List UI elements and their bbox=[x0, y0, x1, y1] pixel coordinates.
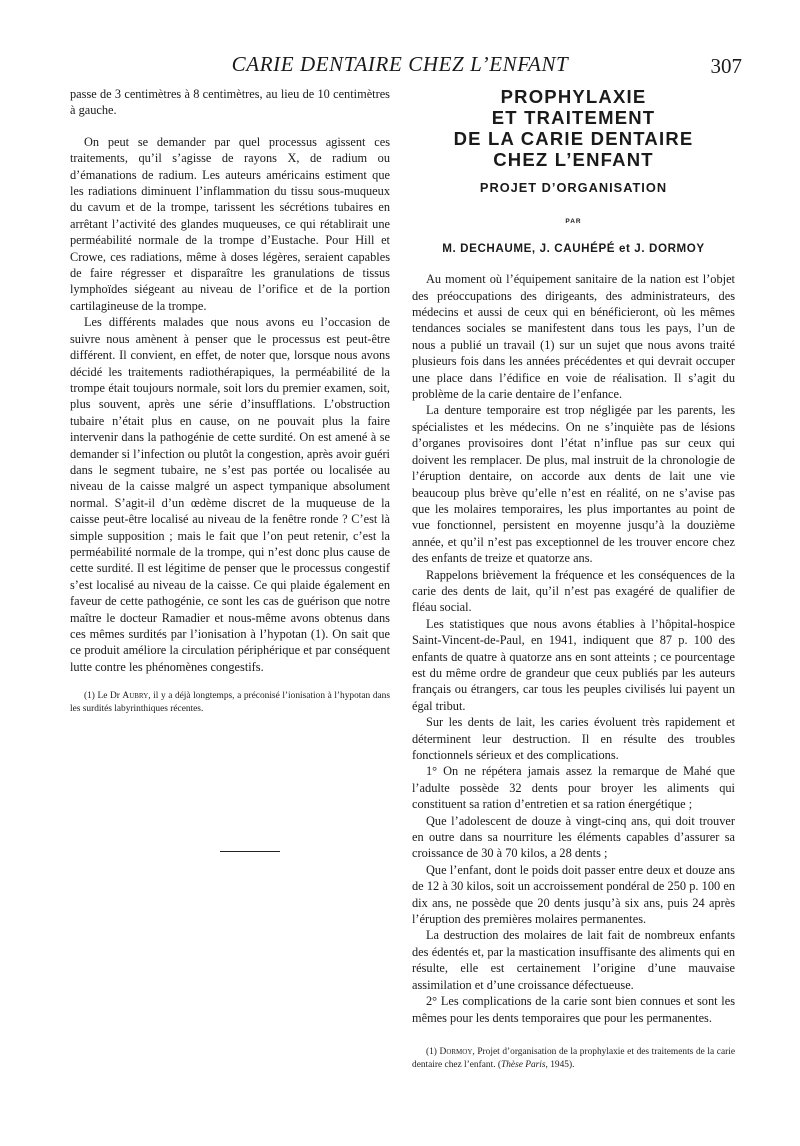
article-footnote-name: Dormoy bbox=[439, 1046, 473, 1057]
end-rule bbox=[220, 851, 280, 852]
article-paragraph-4: Les statistiques que nous avons établies à l’hôpital-hospice Saint-Vincent-de-Paul, en 1941, indiquent que 87 p. 100 des enfants de quatre à quatorze ans en sont atteints ; ce pourcentage est du même ordre de grandeur que ceux publiés par les auteurs français ou étrangers, car tous les peuples civilisés lui payent un égal tribut. bbox=[412, 616, 735, 713]
left-paragraph-3: Les différents malades que nous avons eu l’occasion de suivre nous amènent à penser que le processus est peut-être différent. Il convient, en effet, de noter que, lorsque nous avons décidé les traitements radiothérapiques, la perméabilité de la trompe était toujours normale, soit lors du premier examen, soit, plus souvent, après une série d’insufflations. L’obstruction tubaire n’était plus en cause, on ne pouvait plus la faire intervenir dans la pathogénie de cette surdité. On est amené à se demander si l’infection ou plutôt la congestion, après avoir guéri dans le segment tubaire, ne s’est pas portée ou localisée au niveau de la caisse malgré un aspect tympanique absolument normal. S’agit-il d’un œdème discret de la muqueuse de la caisse peut-être localisé au niveau de la fenêtre ronde ? C’est là simple supposition ; mais le fait que l’on peut retenir, c’est la perméabilité normale de la trompe, qui n’est donc plus cause de cette surdité. Il est légitime de penser que le processus congestif s’est localisé au niveau de la caisse. Ce qui plaide également en faveur de cette pathogénie, ce sont les cas de guérison que notre maître le docteur Ramadier et nous-même avons obtenus dans ces mêmes surdités par l’ionisation à l’hypotan (1). On sait que ce produit améliore la circulation périphérique et par conséquent lutte contre les phénomènes congestifs. bbox=[70, 315, 390, 674]
left-footnote-prefix: (1) Le Dr bbox=[84, 691, 123, 702]
article-title-line-2: ET TRAITEMENT bbox=[491, 107, 656, 128]
left-paragraph-2: On peut se demander par quel processus agissent ces traitements, qu’il s’agisse de rayons X, de radium ou d’émanations de radium. Les auteurs américains estiment que les radiations diminuent l’inflammation du tissu sous-muqueux du cavum et de la trompe, tarissent les sécrétions tubaires en arrêtant l’activité des glandes muqueuses, ce qui rétablirait une perméabilité normale de la trompe d’Eustache. Pour Hill et Crowe, ces radiations, même à doses légères, seraient capables de faire régresser et disparaître les granulations de tissus lymphoïdes siégeant au niveau de l’orifice et de la portion cartilagineuse de la trompe. bbox=[70, 134, 390, 313]
left-footnote-name: Aubry bbox=[122, 691, 149, 702]
article-title-line-3: DE LA CARIE DENTAIRE bbox=[453, 128, 694, 149]
article-paragraph-1: Au moment où l’équipement sanitaire de la nation est l’objet des préoccupations des dirigeants, des administrateurs, des médecins et aussi de ceux qui en bénéficieront, où les mêmes tendances sociales se manifestent dans tous les pays, l’un de nous a publié un travail (1) sur un sujet que nous avons traité plusieurs fois dans les années précédentes et qui devrait occuper une place dans l’édifice en voie de réalisation. Il s’agit du problème de la carie dentaire de l’enfance. bbox=[412, 272, 735, 402]
right-column bbox=[412, 86, 735, 1071]
article-paragraph-6: 1° On ne répétera jamais assez la remarque de Mahé que l’adulte possède 32 dents pour broyer les aliments qui constituent sa ration d’entretien et sa ration énergétique ; bbox=[412, 764, 735, 812]
article-footnote-text: , Projet d’organisation de la prophylaxie et des traitements de la carie dentaire chez l’enfant. ( bbox=[412, 1046, 735, 1070]
article-paragraph-2: La denture temporaire est trop négligée par les parents, les spécialistes et les médecins. On ne s’inquiète pas de lésions d’organes provisoires dont l’état n’influe pas sur ceux qui doivent les remplacer. De plus, mal instruit de la chronologie de l’éruption dentaire, on accorde aux dents de lait une vie beaucoup plus brève qu’elle n’est en réalité, on ne s’avise pas que les molaires temporaires, les plus importantes au point de vue fonctionnel, persistent en moyenne jusqu’à la douzième année, et qu’il n’est pas exceptionnel de les trouver encore chez des enfants de treize et quatorze ans. bbox=[412, 403, 735, 566]
article-paragraph-8: Que l’enfant, dont le poids doit passer entre deux et douze ans de 12 à 30 kilos, soit un accroissement pondéral de 250 p. 100 en dix ans, ne possède que 20 dents jusqu’à six ans, puis 24 après l’éruption des premières molaires permanentes. bbox=[412, 862, 735, 927]
left-footnote bbox=[70, 690, 390, 715]
article-paragraph-7: Que l’adolescent de douze à vingt-cinq ans, qui doit trouver en outre dans sa nourriture les éléments capables d’assurer sa croissance de 30 à 70 kilos, a 28 dents ; bbox=[412, 813, 735, 861]
article-title-line-4: CHEZ L’ENFANT bbox=[493, 149, 654, 170]
article-paragraph-9: La destruction des molaires de lait fait de nombreux enfants des édentés et, par la mastication insuffisante des aliments qui en résulte, elle est certainement l’origine d’une mauvaise assimilation et d’une croissance défectueuse. bbox=[412, 928, 735, 992]
article-subtitle: PROJET D’ORGANISATION bbox=[479, 180, 668, 195]
left-column bbox=[70, 86, 390, 852]
page-number: 307 bbox=[710, 54, 742, 78]
article-heading bbox=[412, 86, 735, 257]
article-footnote-tail: , 1945). bbox=[545, 1059, 575, 1070]
article-paragraph-3: Rappelons brièvement la fréquence et les conséquences de la carie des dents de lait, qu’il n’est pas exagéré de qualifier de fléau social. bbox=[412, 567, 735, 615]
left-footnote-text: , il y a déjà longtemps, a préconisé l’ionisation à l’hypotan dans les surdités labyrinthiques récentes. bbox=[70, 691, 390, 714]
article-title-line-1: PROPHYLAXIE bbox=[500, 86, 647, 107]
article-authors: M. DECHAUME, J. CAUHÉPÉ et J. DORMOY bbox=[442, 241, 705, 255]
article-footnote bbox=[412, 1046, 735, 1071]
article-paragraph-5: Sur les dents de lait, les caries évoluent très rapidement et déterminent leur destruction. Il en résulte des troubles fonctionnels sérieux et des complications. bbox=[412, 715, 735, 762]
article-footnote-italic: Thèse Paris bbox=[501, 1059, 546, 1070]
running-title: CARIE DENTAIRE CHEZ L’ENFANT bbox=[231, 52, 569, 76]
left-paragraph-1: passe de 3 centimètres à 8 centimètres, au lieu de 10 centimètres à gauche. bbox=[70, 87, 390, 118]
article-by: PAR bbox=[565, 218, 582, 226]
article-footnote-prefix: (1) bbox=[426, 1046, 440, 1057]
article-paragraph-10: 2° Les complications de la carie sont bien connues et sont les mêmes pour les dents temporaires que pour les permanentes. bbox=[412, 994, 735, 1025]
